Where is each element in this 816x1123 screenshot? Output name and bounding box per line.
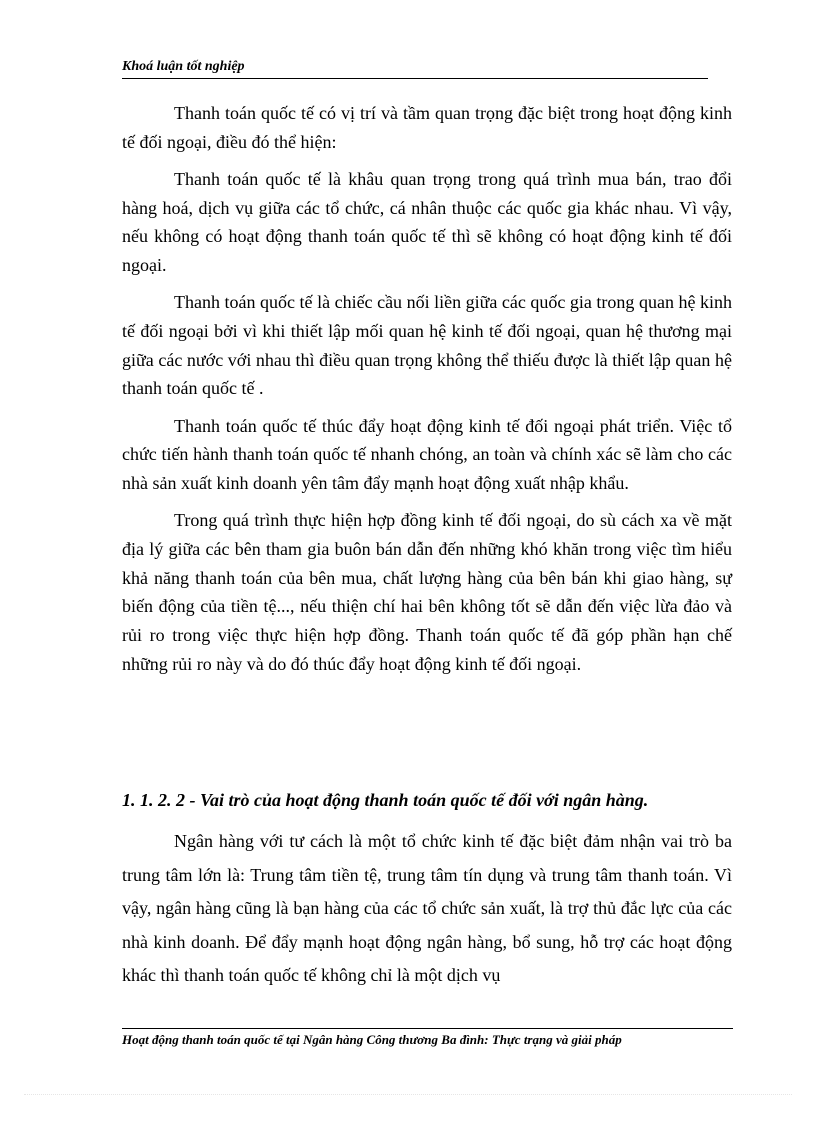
paragraph: Thanh toán quốc tế thúc đẩy hoạt động kinh tế đối ngoại phát triển. Việc tổ chức tiến hành thanh toán quốc tế nhanh chóng, an toàn và chính xác sẽ làm cho các nhà sản xuất kinh doanh yên tâm đẩy mạnh hoạt động xuất nhập khẩu.	[122, 415, 732, 493]
header-title: Khoá luận tốt nghiệp	[122, 59, 245, 74]
paragraph: Thanh toán quốc tế là khâu quan trọng trong quá trình mua bán, trao đổi hàng hoá, dịch vụ giữa các tổ chức, cá nhân thuộc các quốc gia khác nhau. Vì vậy, nếu không có hoạt động thanh toán quốc tế thì sẽ không có hoạt động kinh tế đối ngoại.	[122, 168, 732, 276]
page-header	[122, 58, 708, 79]
paragraph: Trong quá trình thực hiện hợp đồng kinh tế đối ngoại, do sù cách xa về mặt địa lý giữa các bên tham gia buôn bán dẫn đến những khó khăn trong việc tìm hiểu khả năng thanh toán của bên mua, chất lượng hàng của bên bán khi giao hàng, sự biến động của tiền tệ..., nếu thiện chí hai bên không tốt sẽ dẫn đến việc lừa đảo và rủi ro trong việc thực hiện hợp đồng. Thanh toán quốc tế đã góp phần hạn chế những rủi ro này và do đó thúc đẩy hoạt động kinh tế đối ngoại.	[122, 510, 732, 674]
paragraph: Thanh toán quốc tế có vị trí và tầm quan trọng đặc biệt trong hoạt động kinh tế đối ngoại, điều đó thể hiện:	[122, 103, 732, 152]
document-body	[122, 99, 732, 687]
section-body	[122, 825, 732, 993]
paragraph: Ngân hàng với tư cách là một tổ chức kinh tế đặc biệt đảm nhận vai trò ba trung tâm lớn là: Trung tâm tiền tệ, trung tâm tín dụng và trung tâm thanh toán. Vì vậy, ngân hàng cũng là bạn hàng của các tổ chức sản xuất, là trợ thủ đắc lực của các nhà kinh doanh. Để đẩy mạnh hoạt động ngân hàng, bổ sung, hỗ trợ các hoạt động khác thì thanh toán quốc tế không chỉ là một dịch vụ	[122, 831, 732, 985]
page-footer	[122, 1028, 733, 1049]
page-edge-divider	[24, 1094, 792, 1095]
section-heading: 1. 1. 2. 2 - Vai trò của hoạt động thanh toán quốc tế đối với ngân hàng.	[122, 790, 649, 810]
paragraph: Thanh toán quốc tế là chiếc cầu nối liền giữa các quốc gia trong quan hệ kinh tế đối ngoại bởi vì khi thiết lập mối quan hệ kinh tế đối ngoại, quan hệ thương mại giữa các nước với nhau thì điều quan trọng không thể thiếu được là thiết lập quan hệ thanh toán quốc tế .	[122, 292, 732, 399]
footer-title: Hoạt động thanh toán quốc tế tại Ngân hàng Công thương Ba đình: Thực trạng và giải pháp	[122, 1032, 622, 1047]
